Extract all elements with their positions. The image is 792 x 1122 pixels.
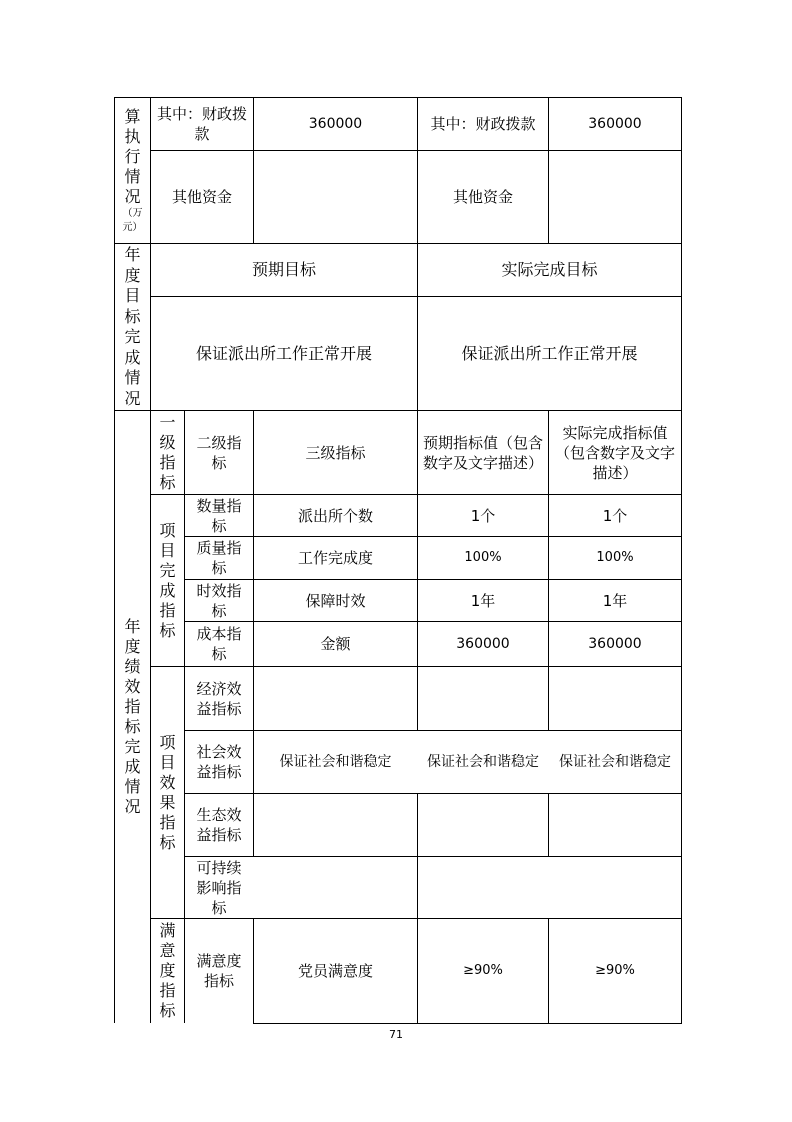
actual-cell: 保证社会和谐稳定	[559, 754, 671, 770]
budget-other-value-left	[254, 151, 417, 243]
budget-other-label-right: 其他资金	[452, 188, 513, 206]
level2-cell: 社会效益指标	[196, 743, 242, 781]
level3-cell	[254, 794, 417, 856]
budget-side-char: 情	[124, 166, 141, 186]
budget-side-char: 行	[124, 146, 141, 166]
level3-cell	[254, 667, 417, 730]
actual-cell: 360000	[588, 636, 642, 652]
budget-side-char: 执	[124, 126, 141, 146]
actual-cell: ≥90%	[595, 963, 635, 978]
level2-cell: 数量指标	[196, 496, 242, 535]
level3-cell: 党员满意度	[297, 962, 373, 980]
actual-cell: 1年	[602, 591, 628, 610]
expected-cell: ≥90%	[463, 963, 503, 978]
level3-cell: 派出所个数	[297, 506, 373, 525]
actual-cell	[549, 857, 681, 918]
header-level1: 一级指标	[159, 412, 176, 492]
level3-cell: 保障时效	[305, 591, 366, 610]
level3-cell: 金额	[320, 635, 351, 653]
actual-goal-header: 实际完成目标	[501, 260, 598, 279]
table-border-right	[681, 97, 682, 1023]
performance-side-label: 年度绩效指标完成情况	[124, 617, 141, 816]
level3-cell	[254, 857, 417, 918]
header-level2: 二级指标	[196, 433, 242, 472]
expected-cell	[418, 667, 548, 730]
budget-side-unit: 元）	[122, 221, 143, 233]
expected-cell: 1年	[470, 591, 496, 610]
budget-other-value-right	[549, 151, 681, 243]
actual-cell: 100%	[596, 550, 634, 565]
actual-cell	[549, 667, 681, 730]
header-level3: 三级指标	[305, 443, 366, 462]
expected-goal-text: 保证派出所工作正常开展	[195, 343, 372, 363]
level3-cell: 工作完成度	[297, 549, 373, 567]
level2-cell: 满意度指标	[196, 952, 242, 990]
level2-cell: 经济效益指标	[196, 679, 242, 718]
expected-cell: 100%	[464, 550, 502, 565]
budget-side-label	[115, 98, 150, 243]
level2-cell: 时效指标	[196, 581, 242, 620]
level2-cell: 生态效益指标	[196, 806, 242, 844]
actual-cell: 1个	[602, 506, 628, 525]
expected-cell: 保证社会和谐稳定	[427, 754, 539, 770]
header-actual: 实际完成指标值（包含数字及文字描述）	[554, 423, 675, 482]
satisfaction-group-label: 满意度指标	[159, 921, 176, 1020]
budget-side-unit: （万	[122, 207, 143, 219]
output-group-label: 项目完成指标	[159, 520, 176, 640]
budget-other-label-left: 其他资金	[171, 188, 232, 206]
actual-goal-text: 保证派出所工作正常开展	[461, 343, 638, 363]
budget-fiscal-label-right: 其中：财政拨款	[430, 115, 536, 133]
page-number: 71	[389, 1028, 403, 1041]
row-divider	[253, 1023, 682, 1024]
expected-cell: 360000	[456, 636, 510, 652]
level3-cell: 保证社会和谐稳定	[279, 754, 392, 770]
effect-group-label: 项目效果指标	[159, 732, 176, 852]
budget-fiscal-value-right: 360000	[588, 116, 642, 132]
budget-fiscal-value-left: 360000	[308, 116, 363, 132]
budget-side-char: 算	[124, 106, 141, 126]
level2-cell: 可持续影响指标	[196, 858, 242, 917]
expected-cell	[418, 794, 548, 856]
expected-cell: 1个	[470, 506, 496, 525]
header-expected: 预期指标值（包含数字及文字描述）	[422, 433, 543, 472]
level2-cell: 质量指标	[196, 539, 242, 577]
budget-fiscal-label-left: 其中：财政拨款	[156, 105, 247, 143]
level2-cell: 成本指标	[196, 625, 242, 663]
annual-goal-side-label: 年度目标完成情况	[124, 245, 141, 408]
expected-goal-header: 预期目标	[251, 260, 316, 279]
actual-cell	[549, 794, 681, 856]
expected-cell	[418, 857, 548, 918]
budget-side-char: 况	[124, 186, 141, 206]
